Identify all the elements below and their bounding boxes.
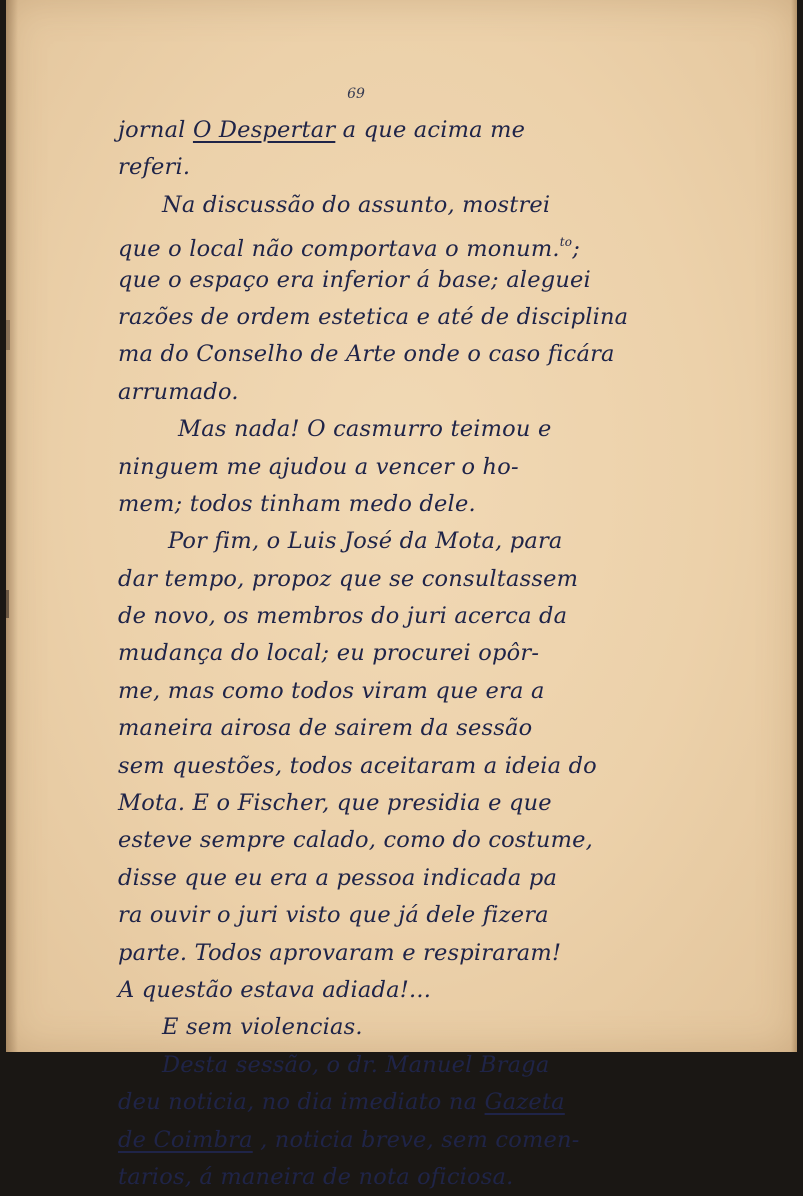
newspaper-title: Gazeta bbox=[484, 1089, 565, 1116]
text-line bbox=[118, 112, 598, 149]
text-line: parte. Todos aprovaram e respiraram! bbox=[118, 939, 562, 966]
text-line: disse que eu era a pessoa indicada pa bbox=[118, 864, 558, 891]
text-line: A questão estava adiada!... bbox=[118, 976, 432, 1003]
text-line: ma do Conselho de Arte onde o caso ficára bbox=[118, 341, 615, 368]
text-line: mem; todos tinham medo dele. bbox=[118, 490, 476, 517]
text-fragment: deu noticia, no dia imediato na bbox=[118, 1089, 485, 1116]
page-number: 69 bbox=[347, 86, 365, 102]
text-line: razões de ordem estetica e até de disciplina bbox=[118, 303, 629, 330]
text-line bbox=[118, 1084, 598, 1121]
binding-shadow bbox=[6, 0, 18, 1052]
text-fragment: jornal bbox=[118, 117, 193, 143]
newspaper-title: O Despertar bbox=[192, 117, 336, 143]
text-line: de novo, os membros do juri acerca da bbox=[118, 603, 568, 630]
text-line: mudança do local; eu procurei opôr- bbox=[118, 640, 540, 667]
superscript: to bbox=[559, 235, 573, 250]
text-line bbox=[118, 1122, 598, 1159]
text-line: dar tempo, propoz que se consultassem bbox=[118, 565, 579, 592]
text-line: Mota. E o Fischer, que presidia e que bbox=[118, 790, 552, 817]
binding-mark bbox=[6, 590, 9, 618]
page-edge bbox=[791, 0, 797, 1052]
text-fragment: , noticia breve, sem comen- bbox=[252, 1126, 580, 1153]
text-line: Por fim, o Luis José da Mota, para bbox=[168, 528, 563, 555]
text-line: tarios, á maneira de nota oficiosa. bbox=[118, 1163, 514, 1190]
text-line: Mas nada! O casmurro teimou e bbox=[178, 416, 552, 443]
manuscript-page bbox=[6, 0, 797, 1190]
text-line: ra ouvir o juri visto que já dele fizera bbox=[118, 902, 549, 929]
text-line: E sem violencias. bbox=[162, 1014, 363, 1041]
text-fragment: que o local não comportava o monum. bbox=[118, 236, 560, 263]
text-line: arrumado. bbox=[118, 378, 239, 405]
binding-mark bbox=[6, 320, 10, 350]
text-line: me, mas como todos viram que era a bbox=[118, 677, 545, 704]
newspaper-title: de Coimbra bbox=[118, 1126, 253, 1153]
handwritten-text bbox=[118, 112, 629, 1196]
text-line: referi. bbox=[118, 154, 191, 181]
text-line: que o local não comportava o monum.$^{to}$; bbox=[118, 235, 580, 263]
text-line: ninguem me ajudou a vencer o ho- bbox=[118, 453, 519, 480]
text-fragment: a que acima me bbox=[335, 117, 526, 143]
text-line: Desta sessão, o dr. Manuel Braga bbox=[162, 1051, 550, 1078]
text-line: maneira airosa de sairem da sessão bbox=[118, 715, 533, 742]
text-line: sem questões, todos aceitaram a ideia do bbox=[118, 752, 597, 779]
text-line: que o espaço era inferior á base; aleguei bbox=[118, 266, 591, 293]
text-line: esteve sempre calado, como do costume, bbox=[118, 827, 594, 854]
text-line: Na discussão do assunto, mostrei bbox=[162, 191, 551, 218]
